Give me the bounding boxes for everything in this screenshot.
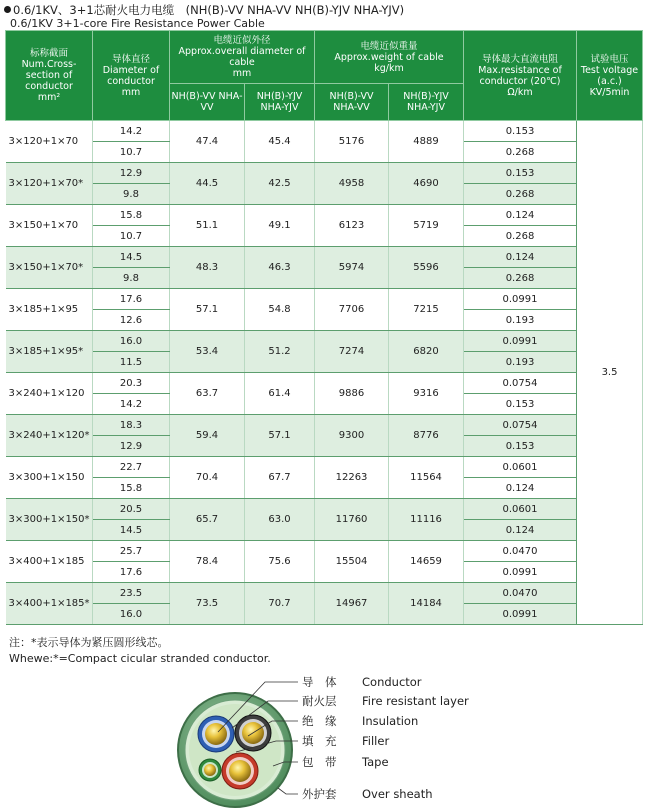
cell-diameter-yjv: 51.2 <box>245 331 315 373</box>
cell-conductor-diameter-main: 14.2 <box>93 121 170 142</box>
cell-spec: 3×240+1×120 <box>6 373 93 415</box>
cell-resistance-neutral: 0.193 <box>464 352 577 373</box>
cell-test-voltage: 3.5 <box>577 121 643 625</box>
legend-label-cn: 填 充 <box>302 734 337 748</box>
header-conductor-diameter-unit: mm <box>121 86 141 98</box>
header-overall-diameter-en: Approx.overall diameter of cable <box>178 46 306 68</box>
cell-resistance-main: 0.0754 <box>464 373 577 394</box>
header-test-voltage-unit: KV/5min <box>589 86 630 98</box>
table-row <box>6 247 643 268</box>
table-row <box>6 583 643 604</box>
table-row <box>6 289 643 310</box>
cell-conductor-diameter-main: 17.6 <box>93 289 170 310</box>
header-overall-diameter <box>170 31 315 84</box>
cell-diameter-vv: 70.4 <box>170 457 245 499</box>
header-section-cn: 标称截面 <box>29 48 68 59</box>
cell-weight-vv: 4958 <box>315 163 389 205</box>
cell-diameter-yjv: 75.6 <box>245 541 315 583</box>
cell-conductor-diameter-neutral: 9.8 <box>93 268 170 289</box>
subheader-diameter-vv: NH(B)-VV NHA-VV <box>170 84 245 121</box>
cell-resistance-main: 0.0991 <box>464 289 577 310</box>
header-resistance <box>464 31 577 121</box>
core-top-left <box>198 716 234 752</box>
subheader-weight-vv: NH(B)-VV NHA-VV <box>315 84 389 121</box>
cell-conductor-diameter-neutral: 15.8 <box>93 478 170 499</box>
core-bottom-left <box>199 759 221 781</box>
cell-weight-vv: 6123 <box>315 205 389 247</box>
subheader-weight-yjv: NH(B)-YJV NHA-YJV <box>389 84 464 121</box>
bullet-icon <box>4 6 11 13</box>
cell-diameter-yjv: 46.3 <box>245 247 315 289</box>
title-cn: 0.6/1KV、3+1芯耐火电力电缆 (NH(B)-VV NHA-VV NH(B)-YJV NHA-YJV) <box>13 3 405 17</box>
cell-resistance-main: 0.0754 <box>464 415 577 436</box>
table-row <box>6 499 643 520</box>
header-test-voltage <box>577 31 643 121</box>
header-conductor-diameter <box>93 31 170 121</box>
cell-weight-yjv: 5596 <box>389 247 464 289</box>
table-row <box>6 541 643 562</box>
table-row <box>6 205 643 226</box>
cell-conductor-diameter-neutral: 12.9 <box>93 436 170 457</box>
header-test-voltage-en: Test voltage (a.c.) <box>580 64 639 87</box>
cell-diameter-vv: 51.1 <box>170 205 245 247</box>
legend-label-en: Fire resistant layer <box>362 694 469 708</box>
cell-diameter-yjv: 54.8 <box>245 289 315 331</box>
header-conductor-diameter-en: Diameter of conductor <box>102 64 160 87</box>
cell-conductor-diameter-neutral: 14.5 <box>93 520 170 541</box>
cell-resistance-neutral: 0.0991 <box>464 604 577 625</box>
header-section <box>6 31 93 121</box>
table-row <box>6 121 643 142</box>
cell-diameter-yjv: 57.1 <box>245 415 315 457</box>
cell-conductor-diameter-main: 15.8 <box>93 205 170 226</box>
header-section-unit: mm² <box>37 92 61 103</box>
core-bottom-right <box>222 753 258 789</box>
cell-weight-yjv: 11116 <box>389 499 464 541</box>
cell-weight-yjv: 14659 <box>389 541 464 583</box>
cell-diameter-yjv: 45.4 <box>245 121 315 163</box>
header-overall-diameter-cn: 电缆近似外径 <box>213 35 271 46</box>
cell-diameter-yjv: 67.7 <box>245 457 315 499</box>
subheader-diameter-yjv: NH(B)-YJV NHA-YJV <box>245 84 315 121</box>
page-subtitle: 0.6/1KV 3+1-core Fire Resistance Power Cable <box>10 17 265 30</box>
cell-weight-vv: 5176 <box>315 121 389 163</box>
header-weight <box>315 31 464 84</box>
cell-resistance-neutral: 0.268 <box>464 184 577 205</box>
cell-spec: 3×120+1×70 <box>6 121 93 163</box>
cell-diameter-vv: 48.3 <box>170 247 245 289</box>
cell-weight-yjv: 7215 <box>389 289 464 331</box>
header-test-voltage-cn: 试验电压 <box>590 53 629 65</box>
table-row <box>6 415 643 436</box>
cell-resistance-main: 0.0991 <box>464 331 577 352</box>
cell-resistance-neutral: 0.0991 <box>464 562 577 583</box>
table-row <box>6 373 643 394</box>
cell-weight-vv: 7274 <box>315 331 389 373</box>
cell-diameter-vv: 59.4 <box>170 415 245 457</box>
cell-conductor-diameter-main: 14.5 <box>93 247 170 268</box>
cell-resistance-neutral: 0.268 <box>464 268 577 289</box>
cell-spec: 3×120+1×70* <box>6 163 93 205</box>
header-section-en: Num.Cross-section of conductor <box>21 59 77 92</box>
cell-weight-yjv: 8776 <box>389 415 464 457</box>
legend-label-cn: 包 带 <box>302 755 337 769</box>
cell-spec: 3×240+1×120* <box>6 415 93 457</box>
cell-conductor-diameter-main: 23.5 <box>93 583 170 604</box>
cell-conductor-diameter-main: 20.5 <box>93 499 170 520</box>
cell-spec: 3×400+1×185* <box>6 583 93 625</box>
header-conductor-diameter-cn: 导体直径 <box>111 53 150 65</box>
legend-label-cn: 绝 缘 <box>302 714 337 728</box>
cell-conductor-diameter-neutral: 12.6 <box>93 310 170 331</box>
cell-conductor-diameter-main: 20.3 <box>93 373 170 394</box>
cell-resistance-main: 0.153 <box>464 121 577 142</box>
cell-spec: 3×185+1×95* <box>6 331 93 373</box>
cell-weight-yjv: 6820 <box>389 331 464 373</box>
cell-weight-vv: 5974 <box>315 247 389 289</box>
cable-spec-table <box>5 30 643 625</box>
cell-conductor-diameter-neutral: 17.6 <box>93 562 170 583</box>
cell-weight-yjv: 14184 <box>389 583 464 625</box>
cell-resistance-main: 0.153 <box>464 163 577 184</box>
cell-weight-yjv: 4889 <box>389 121 464 163</box>
cell-weight-yjv: 5719 <box>389 205 464 247</box>
cell-spec: 3×300+1×150* <box>6 499 93 541</box>
cell-resistance-neutral: 0.153 <box>464 436 577 457</box>
cell-diameter-vv: 47.4 <box>170 121 245 163</box>
cell-diameter-vv: 73.5 <box>170 583 245 625</box>
legend-label-cn: 耐火层 <box>302 694 337 708</box>
header-resistance-en: Max.resistance of conductor (20℃) <box>478 64 562 87</box>
cell-spec: 3×150+1×70* <box>6 247 93 289</box>
header-overall-diameter-unit: mm <box>232 68 252 79</box>
cell-resistance-main: 0.0601 <box>464 457 577 478</box>
cell-diameter-vv: 44.5 <box>170 163 245 205</box>
cell-resistance-main: 0.0601 <box>464 499 577 520</box>
cell-resistance-neutral: 0.268 <box>464 142 577 163</box>
cell-diameter-yjv: 61.4 <box>245 373 315 415</box>
cable-cross-section-diagram <box>0 670 650 809</box>
cell-diameter-vv: 78.4 <box>170 541 245 583</box>
cell-weight-vv: 14967 <box>315 583 389 625</box>
header-weight-unit: kg/km <box>374 62 404 74</box>
cell-diameter-vv: 63.7 <box>170 373 245 415</box>
cell-resistance-neutral: 0.268 <box>464 226 577 247</box>
header-resistance-cn: 导体最大直流电阻 <box>482 53 559 65</box>
header-resistance-unit: Ω/km <box>507 86 533 98</box>
cell-resistance-neutral: 0.153 <box>464 394 577 415</box>
cell-conductor-diameter-main: 25.7 <box>93 541 170 562</box>
legend-label-cn: 导 体 <box>302 675 337 689</box>
cell-resistance-neutral: 0.193 <box>464 310 577 331</box>
cell-weight-vv: 9300 <box>315 415 389 457</box>
table-body <box>6 121 643 625</box>
cell-weight-yjv: 4690 <box>389 163 464 205</box>
legend <box>302 675 469 801</box>
cell-diameter-yjv: 42.5 <box>245 163 315 205</box>
cell-weight-vv: 15504 <box>315 541 389 583</box>
legend-label-en: Conductor <box>362 675 422 689</box>
cell-conductor-diameter-main: 12.9 <box>93 163 170 184</box>
cell-resistance-main: 0.124 <box>464 247 577 268</box>
cell-diameter-vv: 57.1 <box>170 289 245 331</box>
cable-drawing <box>178 693 292 807</box>
note-cn: 注：*表示导体为紧压圆形线芯。 <box>9 636 169 649</box>
legend-label-en: Insulation <box>362 714 419 728</box>
legend-label-en: Filler <box>362 734 390 748</box>
cell-resistance-main: 0.0470 <box>464 541 577 562</box>
cell-spec: 3×150+1×70 <box>6 205 93 247</box>
cell-conductor-diameter-main: 16.0 <box>93 331 170 352</box>
cell-conductor-diameter-neutral: 9.8 <box>93 184 170 205</box>
cell-weight-vv: 7706 <box>315 289 389 331</box>
cell-conductor-diameter-neutral: 11.5 <box>93 352 170 373</box>
table-row <box>6 331 643 352</box>
cell-resistance-neutral: 0.124 <box>464 478 577 499</box>
cell-diameter-yjv: 49.1 <box>245 205 315 247</box>
cell-conductor-diameter-neutral: 14.2 <box>93 394 170 415</box>
note-en: Whewe:*=Compact cicular stranded conductor. <box>9 652 271 665</box>
header-weight-cn: 电缆近似重量 <box>360 40 418 52</box>
table-row <box>6 457 643 478</box>
cell-spec: 3×185+1×95 <box>6 289 93 331</box>
page-title <box>4 2 404 18</box>
cell-weight-yjv: 9316 <box>389 373 464 415</box>
cell-weight-vv: 11760 <box>315 499 389 541</box>
legend-label-en: Tape <box>362 755 389 769</box>
header-weight-en: Approx.weight of cable <box>334 51 444 63</box>
cell-resistance-main: 0.124 <box>464 205 577 226</box>
legend-label-cn: 外护套 <box>302 787 337 801</box>
cell-weight-vv: 9886 <box>315 373 389 415</box>
cell-conductor-diameter-neutral: 16.0 <box>93 604 170 625</box>
cell-conductor-diameter-neutral: 10.7 <box>93 142 170 163</box>
cell-conductor-diameter-main: 18.3 <box>93 415 170 436</box>
legend-label-en: Over sheath <box>362 787 433 801</box>
cell-spec: 3×400+1×185 <box>6 541 93 583</box>
cell-diameter-vv: 53.4 <box>170 331 245 373</box>
cell-conductor-diameter-main: 22.7 <box>93 457 170 478</box>
cell-conductor-diameter-neutral: 10.7 <box>93 226 170 247</box>
cell-resistance-main: 0.0470 <box>464 583 577 604</box>
table-row <box>6 163 643 184</box>
cell-resistance-neutral: 0.124 <box>464 520 577 541</box>
cell-diameter-yjv: 70.7 <box>245 583 315 625</box>
cell-weight-vv: 12263 <box>315 457 389 499</box>
cell-diameter-vv: 65.7 <box>170 499 245 541</box>
cell-weight-yjv: 11564 <box>389 457 464 499</box>
cell-spec: 3×300+1×150 <box>6 457 93 499</box>
cell-diameter-yjv: 63.0 <box>245 499 315 541</box>
